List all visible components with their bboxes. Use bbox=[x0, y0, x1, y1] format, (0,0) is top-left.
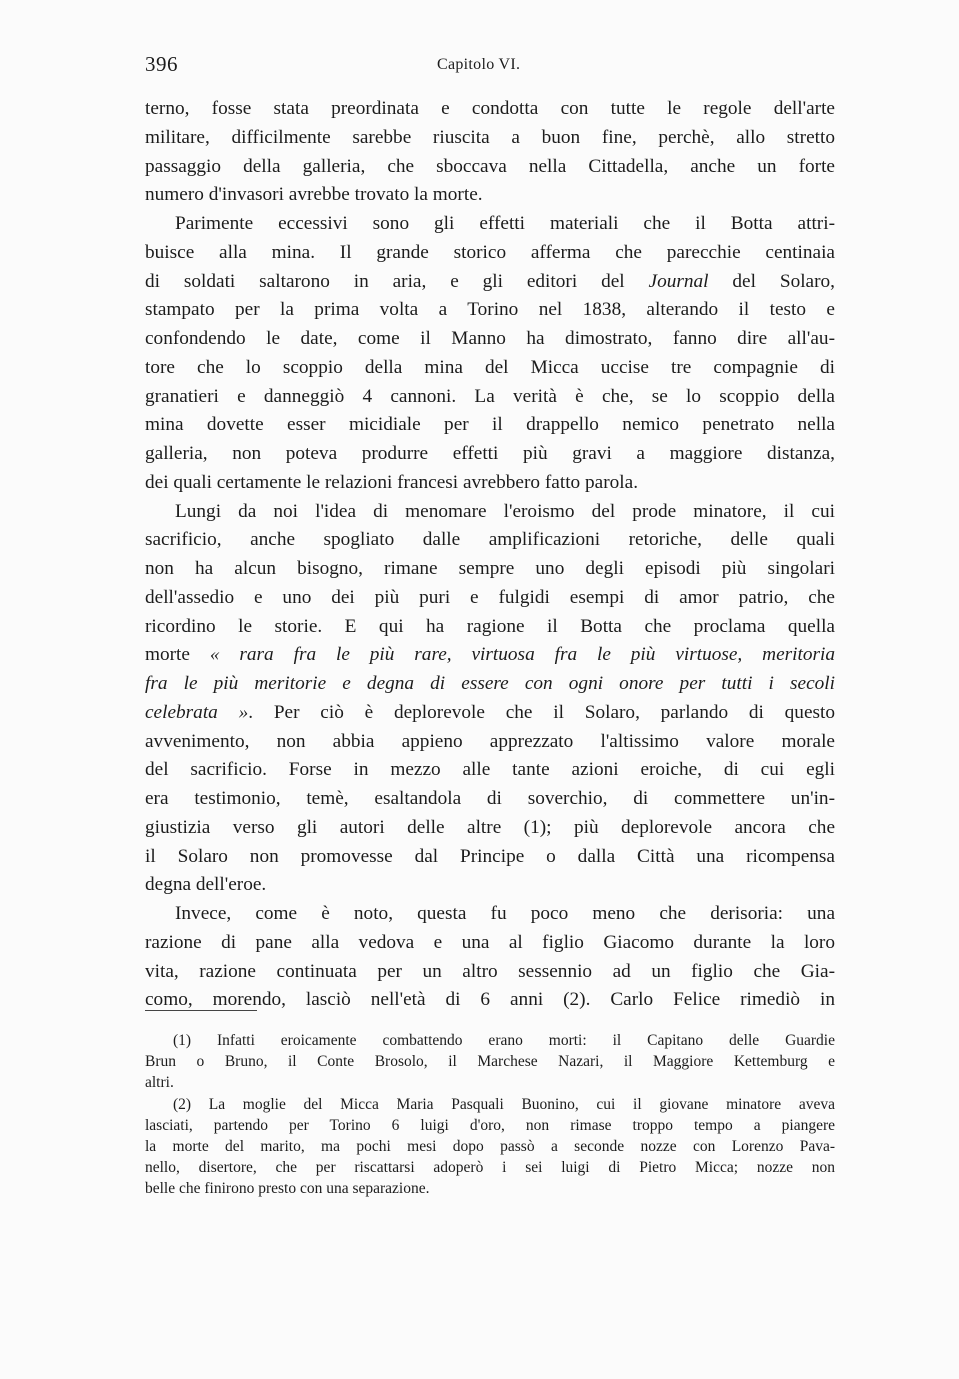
text-line: numero d'invasori avrebbe trovato la morte. bbox=[145, 184, 483, 206]
text-segment: di soldati saltarono in aria, e gli editori del bbox=[145, 270, 625, 292]
footnote-line: belle che finirono presto con una separazione. bbox=[145, 1180, 430, 1197]
footnote-1 bbox=[145, 1030, 835, 1093]
botta-quotation: « rara fra le più rare, virtuosa fra le più virtuose, meritoria bbox=[209, 644, 835, 666]
botta-quotation: fra le più meritorie e degna di essere con ogni onore per tutti i secoli bbox=[145, 673, 835, 694]
text-line bbox=[145, 699, 835, 728]
text-line: stampato per la prima volta a Torino nel 1838, alterando il testo e bbox=[145, 299, 835, 321]
text-line: dei quali certamente le relazioni francesi avrebbero fatto parola. bbox=[145, 471, 639, 493]
text-line: era testimonio, temè, esaltandola di soverchio, di commettere un'in- bbox=[145, 788, 835, 809]
footnote-line: Brun o Bruno, il Conte Brosolo, il Marchese Nazari, il Maggiore Kettemburg e bbox=[145, 1053, 835, 1070]
text-line: confondendo le date, come il Manno ha dimostrato, fanno dire all'au- bbox=[145, 328, 835, 349]
footnotes bbox=[145, 1030, 835, 1199]
footnote-divider bbox=[145, 1010, 257, 1011]
text-line: tore che lo scoppio della mina del Micca uccise tre compagnie di bbox=[145, 356, 835, 378]
text-line: vita, razione continuata per un altro sessennio ad un figlio che Gia- bbox=[145, 960, 835, 982]
footnote-line: nello, disertore, che per riscattarsi adoperò i sei luigi di Pietro Micca; nozze non bbox=[145, 1159, 835, 1176]
text-line bbox=[145, 268, 835, 297]
text-segment: morte bbox=[145, 644, 190, 666]
footnote-line: lasciati, partendo per Torino 6 luigi d'oro, non rimase troppo tempo a piangere bbox=[145, 1117, 835, 1134]
footnote-2 bbox=[145, 1094, 835, 1199]
text-line: il Solaro non promovesse dal Principe o dalla Città una ricompensa bbox=[145, 845, 835, 867]
text-line: Invece, come è noto, questa fu poco meno che derisoria: una bbox=[175, 903, 835, 924]
text-line: granatieri e danneggiò 4 cannoni. La verità è che, se lo scoppio della bbox=[145, 385, 835, 407]
text-line: degna dell'eroe. bbox=[145, 874, 267, 896]
footnote-line: (1) Infatti eroicamente combattendo erano morti: il Capitano delle Guardie bbox=[173, 1032, 835, 1049]
text-line: galleria, non poteva produrre effetti più gravi a maggiore distanza, bbox=[145, 443, 835, 464]
text-line: dell'assedio e uno dei più puri e fulgidi esempi di amor patrio, che bbox=[145, 586, 835, 608]
footnote-line: (2) La moglie del Micca Maria Pasquali Buonino, cui il giovane minatore aveva bbox=[173, 1096, 835, 1113]
text-line: razione di pane alla vedova e una al figlio Giacomo durante la loro bbox=[145, 931, 835, 953]
botta-quotation: celebrata » bbox=[145, 701, 249, 723]
footnote-line: altri. bbox=[145, 1074, 174, 1091]
text-segment: del Solaro, bbox=[732, 270, 836, 292]
text-line: sacrificio, anche spogliato dalle amplificazioni retoriche, delle quali bbox=[145, 529, 835, 551]
running-head: Capitolo VI. bbox=[437, 56, 521, 73]
text-line: mina dovette esser micidiale per il drappello nemico penetrato nella bbox=[145, 414, 835, 436]
text-line: del sacrificio. Forse in mezzo alle tante azioni eroiche, di cui egli bbox=[145, 759, 835, 781]
text-line: como, morendo, lasciò nell'età di 6 anni (2). Carlo Felice rimediò in bbox=[145, 989, 835, 1011]
text-line bbox=[145, 670, 835, 699]
text-line: buisce alla mina. Il grande storico afferma che parecchie centinaia bbox=[145, 241, 835, 263]
text-line: non ha alcun bisogno, rimane sempre uno degli episodi più singolari bbox=[145, 558, 835, 579]
main-text bbox=[145, 95, 835, 1015]
text-line: avvenimento, non abbia appieno apprezzato l'altissimo valore morale bbox=[145, 730, 835, 752]
footnote-line: la morte del marito, ma pochi mesi dopo passò a seconde nozze con Lorenzo Pava- bbox=[145, 1138, 835, 1155]
page-number: 396 bbox=[145, 52, 178, 76]
text-line: ricordino le storie. E qui ha ragione il Botta che proclama quella bbox=[145, 615, 835, 637]
journal-title: Journal bbox=[648, 270, 709, 292]
text-line: giustizia verso gli autori delle altre (1); più deplorevole ancora che bbox=[145, 816, 835, 838]
page-header bbox=[145, 52, 835, 82]
text-line: Parimente eccessivi sono gli effetti materiali che il Botta attri- bbox=[175, 213, 835, 234]
text-line: passaggio della galleria, che sboccava nella Cittadella, anche un forte bbox=[145, 155, 835, 177]
text-line: terno, fosse stata preordinata e condotta con tutte le regole dell'arte bbox=[145, 98, 835, 119]
text-line bbox=[145, 641, 835, 670]
text-segment: . Per ciò è deplorevole che il Solaro, parlando di questo bbox=[248, 701, 835, 723]
text-line: Lungi da noi l'idea di menomare l'eroismo del prode minatore, il cui bbox=[175, 500, 835, 522]
text-line: militare, difficilmente sarebbe riuscita a buon fine, perchè, allo stretto bbox=[145, 126, 835, 148]
